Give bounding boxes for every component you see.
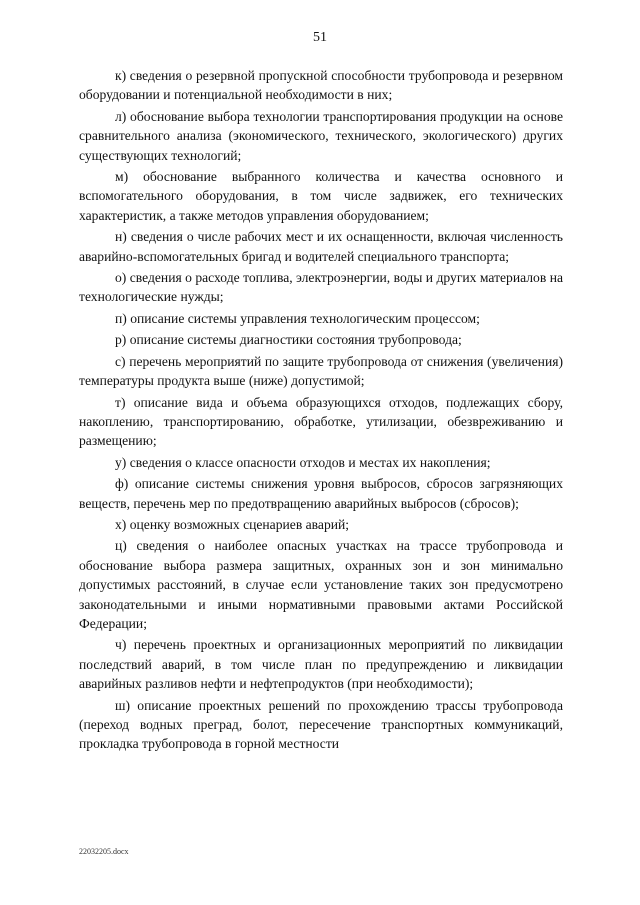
paragraph-m: м) обоснование выбранного количества и качества основного и вспомогательного оборудования, в том числе задвижек, его технических характеристик, а также методов управления оборудованием; [79, 169, 563, 223]
paragraph-kh: х) оценку возможных сценариев аварий; [115, 516, 350, 532]
footer-filename: 22032205.docx [79, 847, 129, 856]
paragraph-k: к) сведения о резервной пропускной способности трубопровода и резервном оборудовании и потенциальной необходимости в них; [79, 68, 563, 103]
paragraph-r: р) описание системы диагностики состояния трубопровода; [115, 332, 462, 348]
page-number: 51 [313, 30, 327, 45]
paragraph-f: ф) описание системы снижения уровня выбросов, сбросов загрязняющих веществ, перечень мер по предотвращению аварийных выбросов (сбросов); [79, 476, 563, 511]
paragraph-sh: ш) описание проектных решений по прохождению трассы трубопровода (переход водных преград, болот, пересечение транспортных коммуникаций, прокладка трубопровода в горной местности [79, 697, 563, 752]
paragraph-p: п) описание системы управления технологическим процессом; [115, 310, 480, 326]
paragraph-ts: ц) сведения о наиболее опасных участках на трассе трубопровода и обоснование выбора размера защитных, охранных зон и зон минимально допустимых расстояний, в случае если установление таких зон предусмотрено законодательными и иными нормативными правовыми актами Российской Федерации; [79, 538, 563, 631]
paragraph-n: н) сведения о числе рабочих мест и их оснащенности, включая численность аварийно-вспомогательных бригад и водителей специального транспорта; [79, 229, 563, 264]
paragraph-u: у) сведения о классе опасности отходов и местах их накопления; [115, 454, 491, 470]
paragraph-s: с) перечень мероприятий по защите трубопровода от снижения (увеличения) температуры продукта выше (ниже) допустимой; [79, 353, 563, 389]
paragraph-t: т) описание вида и объема образующихся отходов, подлежащих сбору, накоплению, транспортированию, обработке, утилизации, обезвреживанию и размещению; [79, 394, 563, 449]
paragraph-ch: ч) перечень проектных и организационных мероприятий по ликвидации последствий аварий, в том числе план по предупреждению и ликвидации аварийных разливов нефти и нефтепродуктов (при необходимости); [79, 637, 563, 692]
paragraph-o: о) сведения о расходе топлива, электроэнергии, воды и других материалов на технологические нужды; [79, 270, 563, 305]
paragraph-l: л) обоснование выбора технологии транспортирования продукции на основе сравнительного анализа (экономического, технического, экологического) других существующих технологий; [79, 108, 563, 163]
document-body [79, 66, 563, 756]
